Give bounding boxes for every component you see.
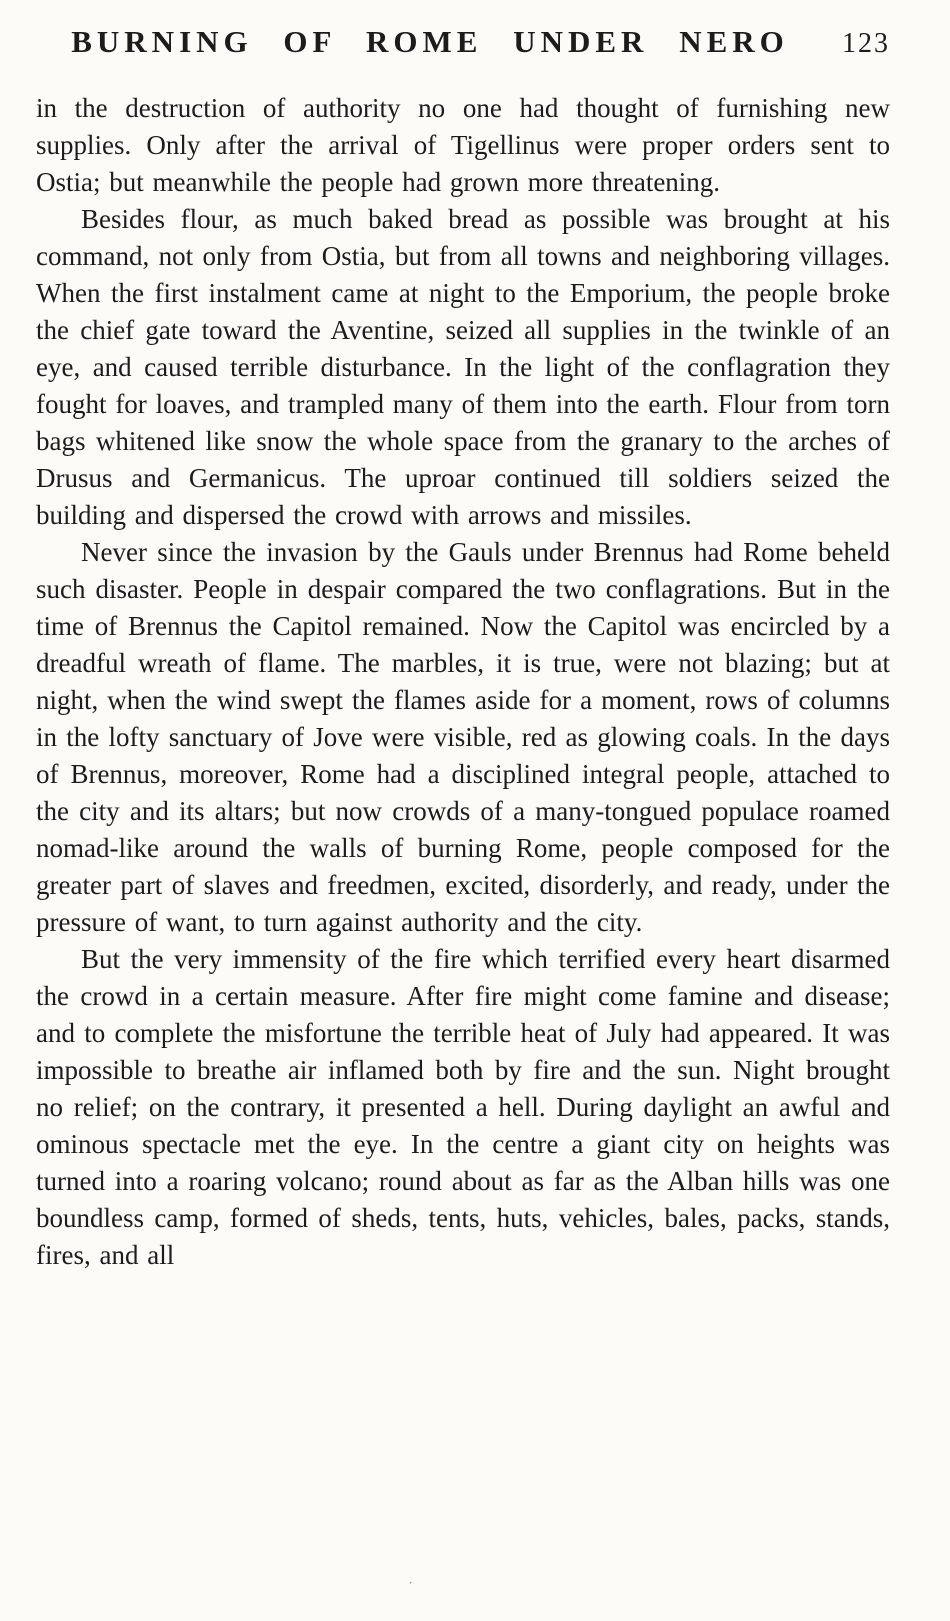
scan-artifact: · [408,1575,413,1590]
running-title: BURNING OF ROME UNDER NERO [71,24,789,59]
page-header [36,24,890,60]
paragraph: But the very immensity of the fire which terrified every heart disarmed the crowd in a certain measure. After fire might come famine and disease; and to complete the misfortune the terrible heat of July had appeared. It was impossible to breathe air inflamed both by fire and the sun. Night brought no relief; on the contrary, it presented a hell. During daylight an awful and ominous spectacle met the eye. In the centre a giant city on heights was turned into a roaring volcano; round about as far as the Alban hills was one boundless camp, formed of sheds, tents, huts, vehicles, bales, packs, stands, fires, and all [36,944,890,1270]
paragraph-continuation: in the destruction of authority no one had thought of furnishing new supplies. Only after the arrival of Tigellinus were proper orders sent to Ostia; but meanwhile the people had grown more threatening. [36,93,890,197]
page-number: 123 [842,28,890,59]
paragraph: Never since the invasion by the Gauls under Brennus had Rome beheld such disaster. People in despair compared the two conflagrations. But in the time of Brennus the Capitol remained. Now the Capitol was encircled by a dreadful wreath of flame. The marbles, it is true, were not blazing; but at night, when the wind swept the flames aside for a moment, rows of columns in the lofty sanctuary of Jove were visible, red as glowing coals. In the days of Brennus, moreover, Rome had a disciplined integral people, attached to the city and its altars; but now crowds of a many-tongued populace roamed nomad-like around the walls of burning Rome, people composed for the greater part of slaves and freedmen, excited, disorderly, and ready, under the pressure of want, to turn against authority and the city. [36,537,890,937]
paragraph: Besides flour, as much baked bread as possible was brought at his command, not only from Ostia, but from all towns and neighboring villages. When the first instalment came at night to the Emporium, the people broke the chief gate toward the Aventine, seized all supplies in the twinkle of an eye, and caused terrible disturbance. In the light of the conflagration they fought for loaves, and trampled many of them into the earth. Flour from torn bags whitened like snow the whole space from the granary to the arches of Drusus and Germanicus. The uproar continued till soldiers seized the building and dispersed the crowd with arrows and missiles. [36,204,890,530]
body-text [36,90,890,1274]
